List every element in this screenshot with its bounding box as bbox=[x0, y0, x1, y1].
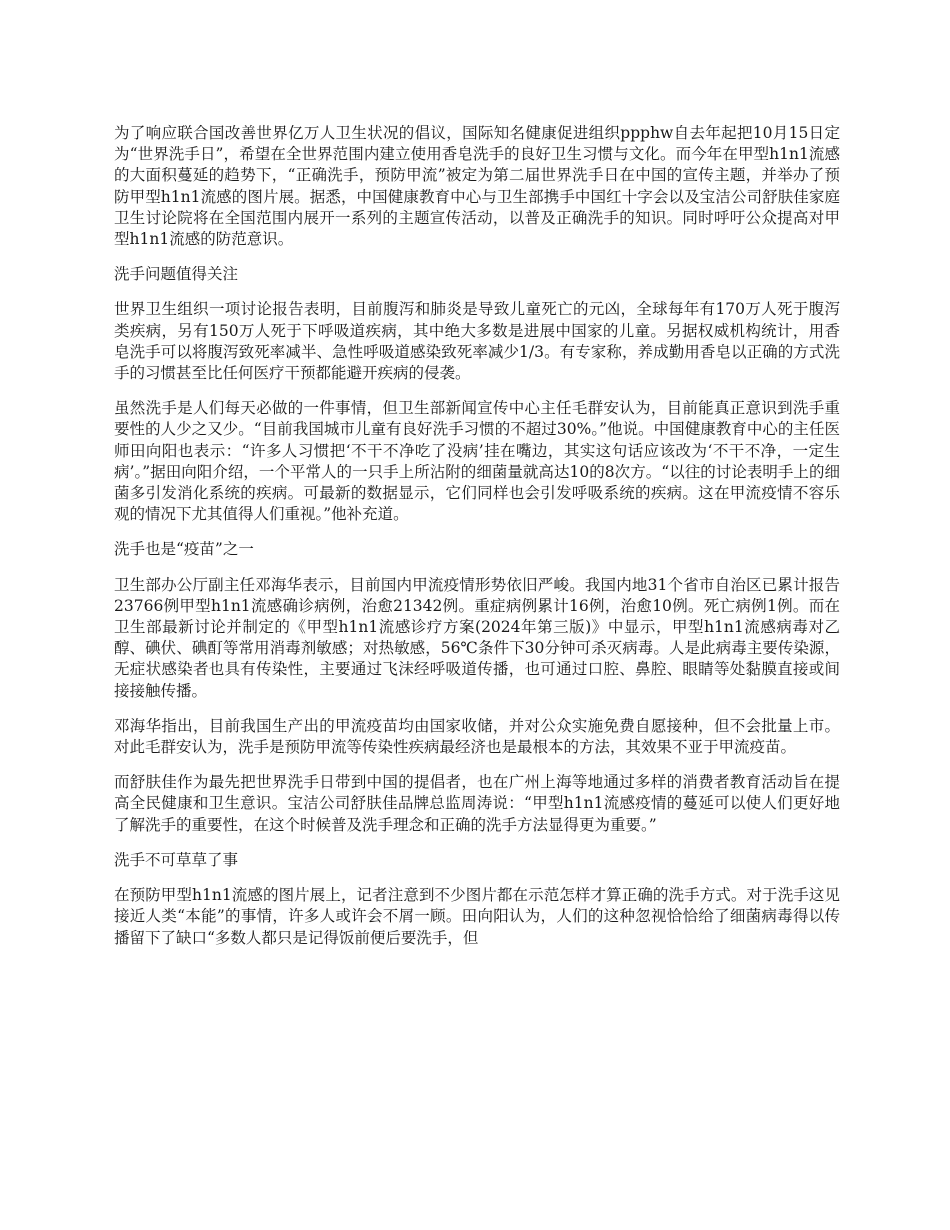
paragraph-vaccine-supply: 邓海华指出，目前我国生产出的甲流疫苗均由国家收储，并对公众实施免费自愿接种，但不会批量上市。对此毛群安认为，洗手是预防甲流等传染性疾病最经济也是最根本的方法，其效果不亚于甲流疫苗。 bbox=[114, 716, 840, 757]
paragraph-awareness: 虽然洗手是人们每天必做的一件事情，但卫生部新闻宣传中心主任毛群安认为，目前能真正意识到洗手重要性的人少之又少。“目前我国城市儿童有良好洗手习惯的不超过30%。”他说。中国健康教育中心的主任医师田向阳也表示：“许多人习惯把‘不干不净吃了没病’挂在嘴边，其实这句话应该改为‘不干不净，一定生病’。”据田向阳介绍，一个平常人的一只手上所沾附的细菌量就高达10的8次方。“以往的讨论表明手上的细菌多引发消化系统的疾病。可最新的数据显示，它们同样也会引发呼吸系统的疾病。这在甲流疫情不容乐观的情况下尤其值得人们重视。”他补充道。 bbox=[114, 399, 840, 524]
section-heading-handwashing-vaccine: 洗手也是“疫苗”之一 bbox=[114, 540, 254, 559]
paragraph-photo-exhibit: 在预防甲型h1n1流感的图片展上，记者注意到不少图片都在示范怎样才算正确的洗手方式。对于洗手这见接近人类“本能”的事情，许多人或许会不屑一顾。田向阳认为，人们的这种忽视恰恰给了细菌病毒得以传播留下了缺口“多数人都只是记得饭前便后要洗手，但 bbox=[114, 886, 840, 947]
paragraph-safeguard-campaign: 而舒肤佳作为最先把世界洗手日带到中国的提倡者，也在广州上海等地通过多样的消费者教育活动旨在提高全民健康和卫生意识。宝洁公司舒肤佳品牌总监周涛说：“甲型h1n1流感疫情的蔓延可以使人们更好地了解洗手的重要性，在这个时候普及洗手理念和正确的洗手方法显得更为重要。” bbox=[114, 773, 840, 834]
paragraph-intro: 为了响应联合国改善世界亿万人卫生状况的倡议，国际知名健康促进组织ppphw自去年起把10月15日定为“世界洗手日”，希望在全世界范围内建立使用香皂洗手的良好卫生习惯与文化。而今年在甲型h1n1流感的大面积蔓延的趋势下，“正确洗手，预防甲流”被定为第二届世界洗手日在中国的宣传主题，并举办了预防甲型h1n1流感的图片展。据悉，中国健康教育中心与卫生部携手中国红十字会以及宝洁公司舒肤佳家庭卫生讨论院将在全国范围内展开一系列的主题宣传活动，以普及正确洗手的知识。同时呼吁公众提高对甲型h1n1流感的防范意识。 bbox=[114, 124, 840, 249]
paragraph-epidemic-status: 卫生部办公厅副主任邓海华表示，目前国内甲流疫情形势依旧严峻。我国内地31个省市自治区已累计报告23766例甲型h1n1流感确诊病例，治愈21342例。重症病例累计16例，治愈10例。死亡病例1例。而在卫生部最新讨论并制定的《甲型h1n1流感诊疗方案(2024年第三版)》中显示，甲型h1n1流感病毒对乙醇、碘伏、碘酊等常用消毒剂敏感；对热敏感，56℃条件下30分钟可杀灭病毒。人是此病毒主要传染源，无症状感染者也具有传染性，主要通过飞沫经呼吸道传播，也可通过口腔、鼻腔、眼睛等处黏膜直接或间接接触传播。 bbox=[114, 575, 840, 700]
paragraph-who-report: 世界卫生组织一项讨论报告表明，目前腹泻和肺炎是导致儿童死亡的元凶，全球每年有170万人死于腹泻类疾病，另有150万人死于下呼吸道疾病，其中绝大多数是进展中国家的儿童。另据权威机构统计，用香皂洗手可以将腹泻致死率减半、急性呼吸道感染致死率减少1/3。有专家称，养成勤用香皂以正确的方式洗手的习惯甚至比任何医疗干预都能避开疾病的侵袭。 bbox=[114, 300, 840, 383]
article-body bbox=[114, 123, 840, 963]
section-heading-proper-washing: 洗手不可草草了事 bbox=[114, 850, 239, 869]
section-heading-handwashing-concern: 洗手问题值得关注 bbox=[114, 265, 239, 284]
